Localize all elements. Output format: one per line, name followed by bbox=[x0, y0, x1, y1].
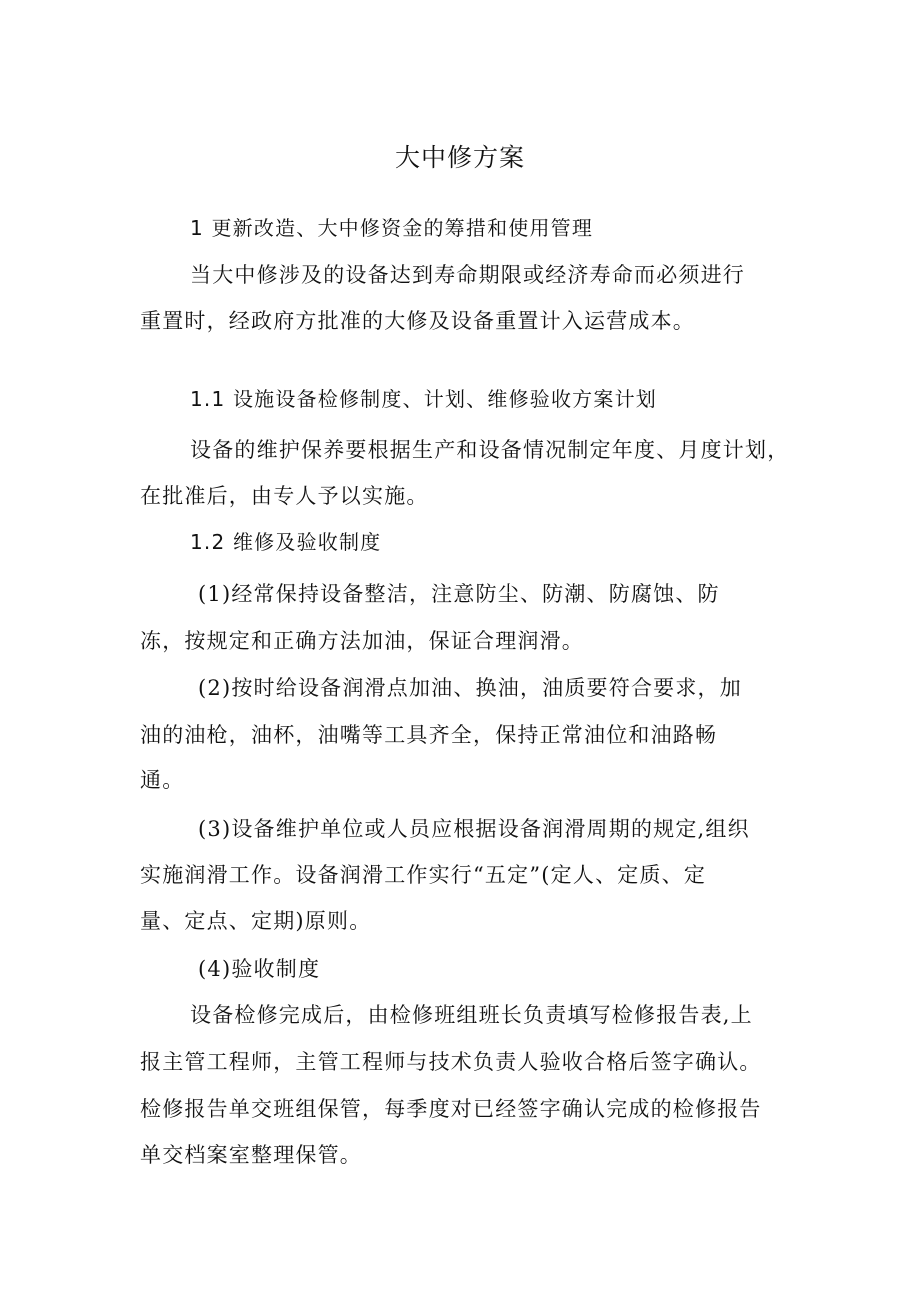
item-3-line-2: 实施润滑工作。设备润滑工作实行“五定”(定人、定质、定 bbox=[140, 863, 707, 887]
item-2-line-1: (2)按时给设备润滑点加油、换油，油质要符合要求，加 bbox=[198, 676, 742, 700]
section-1-2-heading: 1.2 维修及验收制度 bbox=[190, 530, 382, 554]
item-4-heading: (4)验收制度 bbox=[198, 957, 321, 981]
section-1-para-line-1: 当大中修涉及的设备达到寿命期限或经济寿命而必须进行 bbox=[190, 263, 745, 287]
section-1-1-para-line-2: 在批准后，由专人予以实施。 bbox=[140, 484, 429, 508]
item-1-line-1: (1)经常保持设备整洁，注意防尘、防潮、防腐蚀、防 bbox=[198, 582, 720, 606]
page-title: 大中修方案 bbox=[394, 143, 525, 172]
item-1-line-2: 冻，按规定和正确方法加油，保证合理润滑。 bbox=[140, 629, 584, 653]
item-4-para-line-3: 检修报告单交班组保管，每季度对已经签字确认完成的检修报告 bbox=[140, 1097, 762, 1121]
item-2-line-2: 油的油枪，油杯，油嘴等工具齐全，保持正常油位和油路畅 bbox=[140, 723, 718, 747]
item-3-line-3: 量、定点、定期)原则。 bbox=[140, 909, 372, 933]
section-1-para-line-2: 重置时，经政府方批准的大修及设备重置计入运营成本。 bbox=[140, 309, 695, 333]
item-3-line-1: (3)设备维护单位或人员应根据设备润滑周期的规定,组织 bbox=[198, 817, 750, 841]
section-1-heading: 1 更新改造、大中修资金的筹措和使用管理 bbox=[190, 216, 594, 240]
item-4-para-line-1: 设备检修完成后，由检修班组班长负责填写检修报告表,上 bbox=[190, 1003, 753, 1027]
section-1-1-heading: 1.1 设施设备检修制度、计划、维修验收方案计划 bbox=[190, 387, 657, 411]
item-4-para-line-2: 报主管工程师，主管工程师与技术负责人验收合格后签字确认。 bbox=[140, 1050, 762, 1074]
item-2-line-3: 通。 bbox=[140, 768, 185, 792]
section-1-1-para-line-1: 设备的维护保养要根据生产和设备情况制定年度、月度计划， bbox=[190, 438, 790, 462]
item-4-para-line-4: 单交档案室整理保管。 bbox=[140, 1143, 362, 1167]
